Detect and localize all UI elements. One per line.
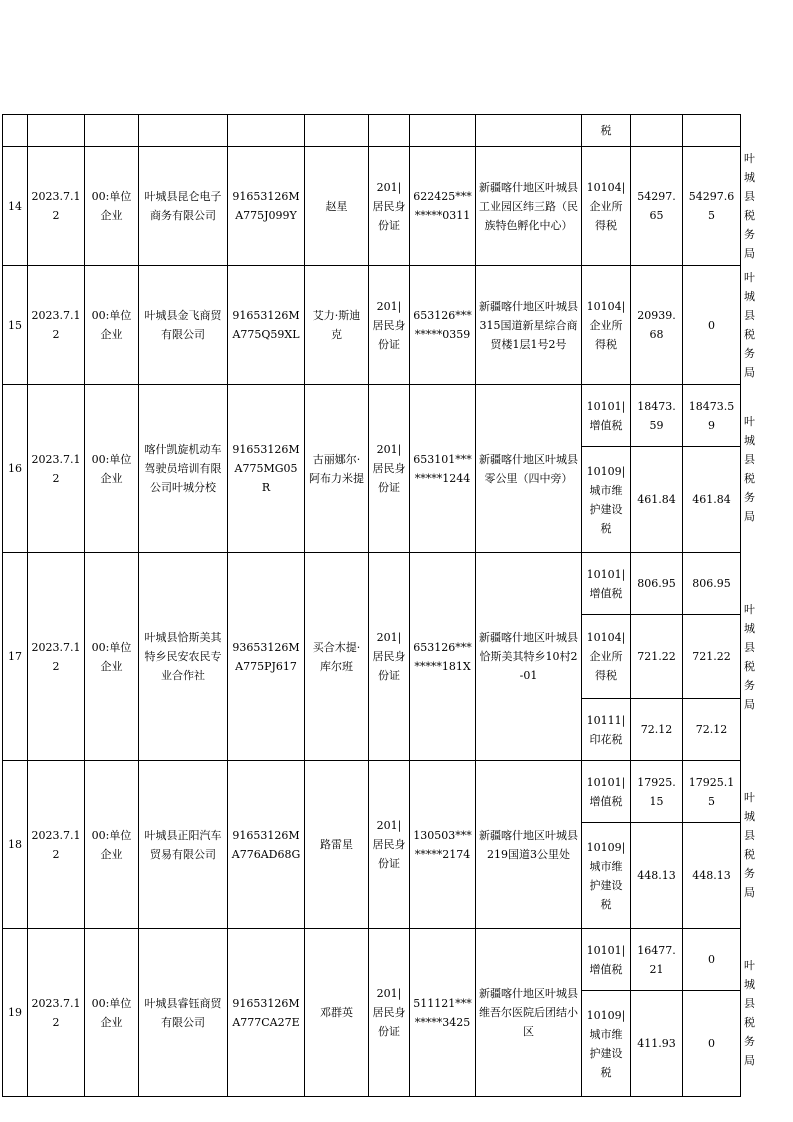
table-row: 18 2023.7.12 00:单位企业 叶城县正阳汽车贸易有限公司 91653126MA776AD68G 路雷星 201|居民身份证 130503********2174 新疆喀什地区叶城县219国道3公里处 10101|增值税 17925.15 17925.15 叶城县税务局	[3, 761, 741, 823]
cell-taxpayer-name: 叶城县昆仑电子商务有限公司	[139, 147, 228, 266]
cell-amount-balance: 18473.59	[683, 385, 741, 447]
cell-id-number: 653126********181X	[410, 553, 476, 761]
cell-credit-code: 91653126MA777CA27E	[228, 929, 305, 1097]
cell-taxpayer-name: 喀什凯旋机动车驾驶员培训有限公司叶城分校	[139, 385, 228, 553]
cell-empty	[683, 115, 741, 147]
cell-id-type: 201|居民身份证	[369, 929, 410, 1097]
cell-legal-person: 赵星	[305, 147, 369, 266]
cell-amount-owed: 17925.15	[631, 761, 683, 823]
cell-legal-person: 艾力·斯迪克	[305, 266, 369, 385]
cell-tax-item: 10104|企业所得税	[582, 147, 631, 266]
cell-legal-person: 路雷星	[305, 761, 369, 929]
cell-tax-item: 10109|城市维护建设税	[582, 447, 631, 553]
cell-date: 2023.7.12	[28, 266, 85, 385]
cell-amount-balance: 0	[683, 929, 741, 991]
cell-credit-code: 91653126MA775Q59XL	[228, 266, 305, 385]
cell-tax-item: 10101|增值税	[582, 929, 631, 991]
table-row: 16 2023.7.12 00:单位企业 喀什凯旋机动车驾驶员培训有限公司叶城分校 91653126MA775MG05R 古丽娜尔·阿布力米提 201|居民身份证 653101********1244 新疆喀什地区叶城县零公里（四中旁） 10101|增值税 18473.59 18473.59 叶城县税务局	[3, 385, 741, 447]
cell-amount-balance: 461.84	[683, 447, 741, 553]
cell-id-number: 511121********3425	[410, 929, 476, 1097]
cell-date: 2023.7.12	[28, 929, 85, 1097]
cell-amount-owed: 448.13	[631, 823, 683, 929]
cell-address: 新疆喀什地区叶城县219国道3公里处	[476, 761, 582, 929]
cell-amount-owed: 72.12	[631, 699, 683, 761]
tax-arrears-table	[2, 114, 755, 1097]
cell-taxpayer-name: 叶城县恰斯美其特乡民安农民专业合作社	[139, 553, 228, 761]
cell-serial-no: 17	[3, 553, 28, 761]
cell-address: 新疆喀什地区叶城县零公里（四中旁）	[476, 385, 582, 553]
cell-credit-code: 91653126MA775J099Y	[228, 147, 305, 266]
cell-credit-code: 91653126MA776AD68G	[228, 761, 305, 929]
cell-tax-item: 10104|企业所得税	[582, 615, 631, 699]
cell-id-type: 201|居民身份证	[369, 761, 410, 929]
cell-amount-owed: 461.84	[631, 447, 683, 553]
cell-id-type: 201|居民身份证	[369, 385, 410, 553]
cell-amount-balance: 0	[683, 991, 741, 1097]
cell-amount-balance: 72.12	[683, 699, 741, 761]
cell-id-number: 653126********0359	[410, 266, 476, 385]
cell-taxpayer-type: 00:单位企业	[85, 761, 139, 929]
cell-empty	[631, 115, 683, 147]
cell-tax-item: 10111|印花税	[582, 699, 631, 761]
cell-empty	[28, 115, 85, 147]
cell-taxpayer-type: 00:单位企业	[85, 553, 139, 761]
cell-date: 2023.7.12	[28, 553, 85, 761]
cell-amount-balance: 448.13	[683, 823, 741, 929]
cell-id-number: 653101********1244	[410, 385, 476, 553]
cell-serial-no: 14	[3, 147, 28, 266]
cell-tax-item: 10101|增值税	[582, 761, 631, 823]
cell-amount-owed: 411.93	[631, 991, 683, 1097]
cell-address: 新疆喀什地区叶城县315国道新星综合商贸楼1层1号2号	[476, 266, 582, 385]
cell-legal-person: 邓群英	[305, 929, 369, 1097]
cell-address: 新疆喀什地区叶城县维吾尔医院后团结小区	[476, 929, 582, 1097]
cell-empty	[305, 115, 369, 147]
cell-amount-balance: 17925.15	[683, 761, 741, 823]
table-row: 17 2023.7.12 00:单位企业 叶城县恰斯美其特乡民安农民专业合作社 93653126MA775PJ617 买合木提·库尔班 201|居民身份证 653126********181X 新疆喀什地区叶城县恰斯美其特乡10村2-01 10101|增值税 806.95 806.95 叶城县税务局	[3, 553, 741, 615]
cell-id-type: 201|居民身份证	[369, 266, 410, 385]
cell-taxpayer-type: 00:单位企业	[85, 929, 139, 1097]
cell-legal-person: 买合木提·库尔班	[305, 553, 369, 761]
table-row: 15 2023.7.12 00:单位企业 叶城县金飞商贸有限公司 91653126MA775Q59XL 艾力·斯迪克 201|居民身份证 653126********0359 新疆喀什地区叶城县315国道新星综合商贸楼1层1号2号 10104|企业所得税 20939.68 0 叶城县税务局	[3, 266, 741, 385]
cell-tax-item: 10109|城市维护建设税	[582, 991, 631, 1097]
cell-serial-no: 18	[3, 761, 28, 929]
cell-legal-person: 古丽娜尔·阿布力米提	[305, 385, 369, 553]
cell-empty	[3, 115, 28, 147]
cell-amount-balance: 0	[683, 266, 741, 385]
cell-empty	[139, 115, 228, 147]
cell-tax-item: 10101|增值税	[582, 385, 631, 447]
cell-serial-no: 16	[3, 385, 28, 553]
cell-taxpayer-name: 叶城县正阳汽车贸易有限公司	[139, 761, 228, 929]
cell-empty	[476, 115, 582, 147]
cell-amount-owed: 20939.68	[631, 266, 683, 385]
cell-taxpayer-type: 00:单位企业	[85, 147, 139, 266]
table-body	[3, 115, 755, 1097]
cell-id-number: 622425********0311	[410, 147, 476, 266]
cell-credit-code: 93653126MA775PJ617	[228, 553, 305, 761]
cell-amount-owed: 806.95	[631, 553, 683, 615]
cell-taxpayer-name: 叶城县金飞商贸有限公司	[139, 266, 228, 385]
continuation-row	[3, 115, 741, 147]
cell-date: 2023.7.12	[28, 761, 85, 929]
cell-empty	[85, 115, 139, 147]
cell-tax-item: 10104|企业所得税	[582, 266, 631, 385]
cell-amount-balance: 806.95	[683, 553, 741, 615]
cell-tax-item: 10101|增值税	[582, 553, 631, 615]
cell-taxpayer-name: 叶城县睿钰商贸有限公司	[139, 929, 228, 1097]
table-row: 19 2023.7.12 00:单位企业 叶城县睿钰商贸有限公司 91653126MA777CA27E 邓群英 201|居民身份证 511121********3425 新疆喀什地区叶城县维吾尔医院后团结小区 10101|增值税 16477.21 0 叶城县税务局	[3, 929, 741, 991]
cell-date: 2023.7.12	[28, 385, 85, 553]
cell-id-type: 201|居民身份证	[369, 553, 410, 761]
cell-empty	[369, 115, 410, 147]
cell-id-number: 130503********2174	[410, 761, 476, 929]
table-row: 14 2023.7.12 00:单位企业 叶城县昆仑电子商务有限公司 91653126MA775J099Y 赵星 201|居民身份证 622425********0311 新疆喀什地区叶城县工业园区纬三路（民族特色孵化中心） 10104|企业所得税 54297.65 54297.65 叶城县税务局	[3, 147, 741, 266]
cell-serial-no: 15	[3, 266, 28, 385]
cell-credit-code: 91653126MA775MG05R	[228, 385, 305, 553]
cell-amount-owed: 54297.65	[631, 147, 683, 266]
cell-date: 2023.7.12	[28, 147, 85, 266]
cell-amount-balance: 54297.65	[683, 147, 741, 266]
cell-taxpayer-type: 00:单位企业	[85, 385, 139, 553]
cell-tax-item: 税	[582, 115, 631, 147]
cell-id-type: 201|居民身份证	[369, 147, 410, 266]
cell-tax-item: 10109|城市维护建设税	[582, 823, 631, 929]
cell-amount-owed: 721.22	[631, 615, 683, 699]
cell-empty	[228, 115, 305, 147]
cell-address: 新疆喀什地区叶城县工业园区纬三路（民族特色孵化中心）	[476, 147, 582, 266]
cell-amount-owed: 16477.21	[631, 929, 683, 991]
cell-amount-owed: 18473.59	[631, 385, 683, 447]
cell-amount-balance: 721.22	[683, 615, 741, 699]
cell-address: 新疆喀什地区叶城县恰斯美其特乡10村2-01	[476, 553, 582, 761]
cell-serial-no: 19	[3, 929, 28, 1097]
cell-taxpayer-type: 00:单位企业	[85, 266, 139, 385]
cell-empty	[410, 115, 476, 147]
